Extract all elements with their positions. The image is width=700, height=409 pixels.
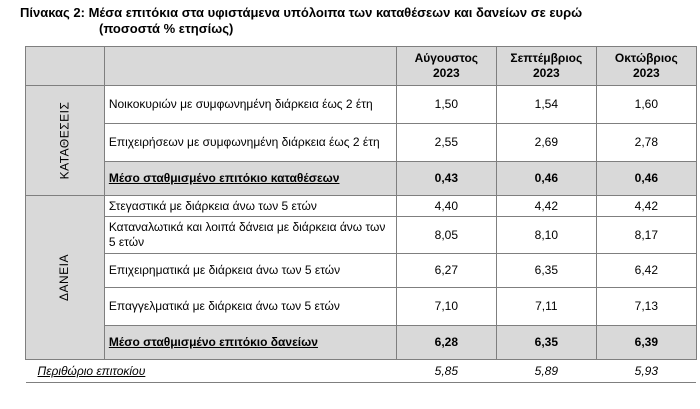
row-label: Στεγαστικά με διάρκεια άνω των 5 ετών bbox=[104, 196, 396, 217]
cell-value: 5,93 bbox=[596, 360, 696, 383]
cell-value: 5,89 bbox=[496, 360, 596, 383]
row-label: Επιχειρήσεων με συμφωνημένη διάρκεια έως 2 έτη bbox=[104, 124, 396, 162]
cell-value: 4,40 bbox=[396, 196, 496, 217]
table-row bbox=[26, 254, 697, 288]
cell-value: 2,78 bbox=[596, 124, 696, 162]
column-header-oct: Οκτώβριος 2023 bbox=[596, 47, 696, 86]
row-label: Επαγγελματικά με διάρκεια άνω των 5 ετών bbox=[104, 288, 396, 326]
cell-value: 7,13 bbox=[596, 288, 696, 326]
cell-value: 6,35 bbox=[496, 326, 596, 360]
cell-value: 8,05 bbox=[396, 217, 496, 254]
margin-label: Περιθώριο επιτοκίου bbox=[26, 360, 397, 383]
row-label: Μέσο σταθμισμένο επιτόκιο καταθέσεων bbox=[104, 162, 396, 196]
cell-value: 0,46 bbox=[496, 162, 596, 196]
cell-value: 2,69 bbox=[496, 124, 596, 162]
table-row bbox=[26, 196, 697, 217]
group-label-loans: ΔΑΝΕΙΑ bbox=[26, 196, 105, 360]
header-blank-group bbox=[26, 47, 105, 86]
header-row bbox=[26, 47, 697, 86]
cell-value: 7,11 bbox=[496, 288, 596, 326]
title-line-2: (ποσοστά % ετησίως) bbox=[99, 21, 234, 36]
cell-value: 4,42 bbox=[496, 196, 596, 217]
deposits-average-row bbox=[26, 162, 697, 196]
cell-value: 1,60 bbox=[596, 86, 696, 124]
cell-value: 6,28 bbox=[396, 326, 496, 360]
row-label: Μέσο σταθμισμένο επιτόκιο δανείων bbox=[104, 326, 396, 360]
table-row bbox=[26, 288, 697, 326]
cell-value: 7,10 bbox=[396, 288, 496, 326]
cell-value: 6,42 bbox=[596, 254, 696, 288]
loans-average-row bbox=[26, 326, 697, 360]
table-row bbox=[26, 217, 697, 254]
cell-value: 4,42 bbox=[596, 196, 696, 217]
group-label-deposits: ΚΑΤΑΘΕΣΕΙΣ bbox=[26, 86, 105, 196]
column-header-sep: Σεπτέμβριος 2023 bbox=[496, 47, 596, 86]
cell-value: 1,50 bbox=[396, 86, 496, 124]
row-label: Νοικοκυριών με συμφωνημένη διάρκεια έως 2 έτη bbox=[104, 86, 396, 124]
cell-value: 0,43 bbox=[396, 162, 496, 196]
title-line-1: Πίνακας 2: Μέσα επιτόκια στα υφιστάμενα υπόλοιπα των καταθέσεων και δανείων σε ευρώ bbox=[20, 5, 583, 20]
column-header-aug: Αύγουστος 2023 bbox=[396, 47, 496, 86]
cell-value: 1,54 bbox=[496, 86, 596, 124]
row-label: Καταναλωτικά και λοιπά δάνεια με διάρκεια άνω των 5 ετών bbox=[104, 217, 396, 254]
cell-value: 6,39 bbox=[596, 326, 696, 360]
cell-value: 5,85 bbox=[396, 360, 496, 383]
header-blank-label bbox=[104, 47, 396, 86]
table-row bbox=[26, 86, 697, 124]
row-label: Επιχειρηματικά με διάρκεια άνω των 5 ετών bbox=[104, 254, 396, 288]
cell-value: 8,10 bbox=[496, 217, 596, 254]
cell-value: 2,55 bbox=[396, 124, 496, 162]
table-title bbox=[20, 5, 582, 37]
cell-value: 8,17 bbox=[596, 217, 696, 254]
table-row bbox=[26, 124, 697, 162]
cell-value: 0,46 bbox=[596, 162, 696, 196]
cell-value: 6,35 bbox=[496, 254, 596, 288]
margin-row bbox=[26, 360, 697, 383]
interest-rates-table bbox=[25, 46, 697, 383]
cell-value: 6,27 bbox=[396, 254, 496, 288]
